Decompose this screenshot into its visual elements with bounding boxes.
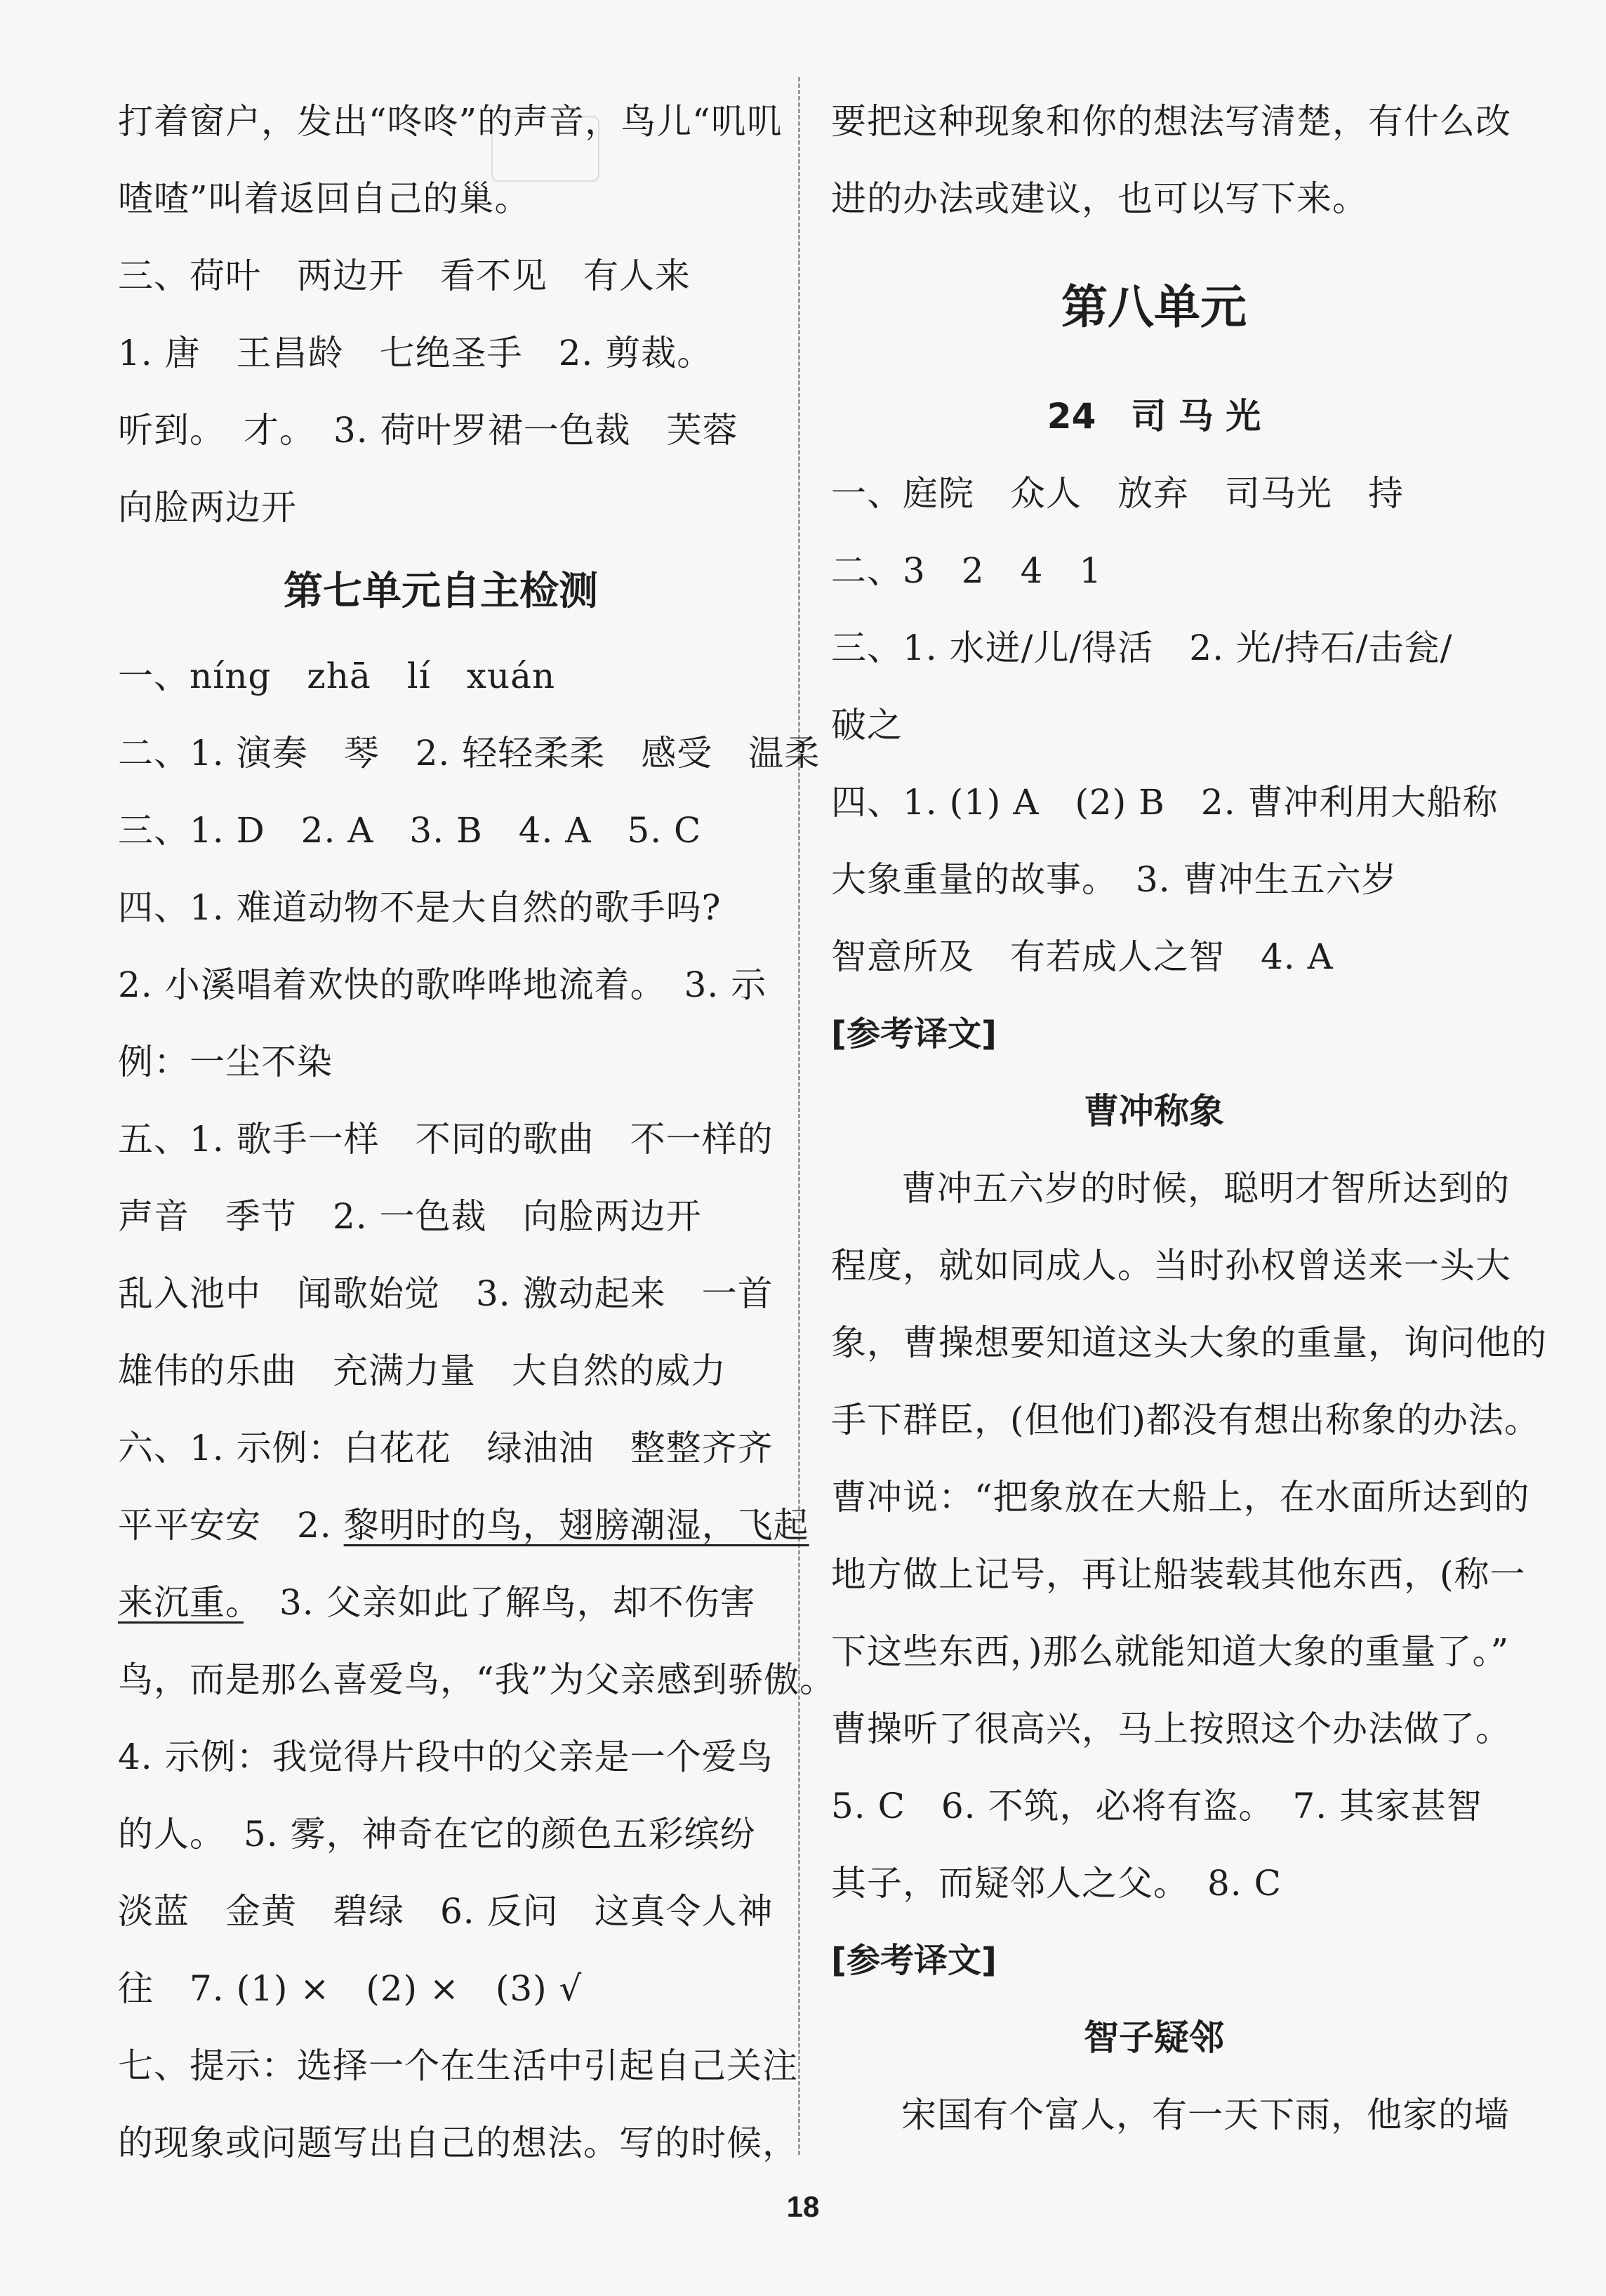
- story-title: 智子疑邻: [1084, 2017, 1224, 2058]
- text-line: 三、荷叶 两边开 看不见 有人来: [118, 256, 691, 296]
- text-line: 破之: [831, 705, 903, 745]
- unit-title: 第八单元: [1061, 280, 1247, 334]
- text-line: [118, 1564, 764, 1641]
- text-line: 2. 小溪唱着欢快的歌哗哗地流着。 3. 示: [118, 964, 767, 1005]
- text-line: 的人。 5. 雾，神奇在它的颜色五彩缤纷: [118, 1814, 756, 1854]
- story-title: 曹冲称象: [1084, 1091, 1224, 1132]
- reference-translation-label: [参考译文]: [831, 1941, 997, 1980]
- underlined-answer: 来沉重。: [118, 1582, 244, 1623]
- story-line: 宋国有个富人，有一天下雨，他家的墙: [901, 2095, 1510, 2135]
- text-line: 二、1. 演奏 琴 2. 轻轻柔柔 感受 温柔: [118, 733, 821, 774]
- right-column: [831, 83, 1547, 2154]
- story-line: 曹冲说：“把象放在大船上，在水面所达到的: [831, 1477, 1530, 1518]
- reference-translation-label: [参考译文]: [831, 1014, 997, 1054]
- left-column: [118, 83, 836, 2182]
- text-line: 听到。 才。 3. 荷叶罗裙一色裁 芙蓉: [118, 410, 738, 451]
- line-rest: 3. 父亲如此了解鸟，却不伤害: [244, 1582, 756, 1623]
- text-line: 雄伟的乐曲 充满力量 大自然的威力: [118, 1351, 726, 1391]
- story-line: 下这些东西，)那么就能知道大象的重量了。”: [831, 1631, 1510, 1672]
- text-line: 淡蓝 金黄 碧绿 6. 反问 这真令人神: [118, 1891, 774, 1932]
- text-line: 四、1. 难道动物不是大自然的歌手吗?: [118, 887, 722, 928]
- page-number: 18: [786, 2190, 820, 2223]
- text-line: 的现象或问题写出自己的想法。写的时候，: [118, 2123, 798, 2163]
- text-line: 喳喳”叫着返回自己的巢。: [118, 178, 531, 219]
- text-line: 大象重量的故事。 3. 曹冲生五六岁: [831, 859, 1398, 900]
- text-line: 一、庭院 众人 放弃 司马光 持: [831, 473, 1404, 514]
- text-line: 智意所及 有若成人之智 4. A: [831, 936, 1334, 977]
- text-line: 五、1. 歌手一样 不同的歌曲 不一样的: [118, 1119, 774, 1160]
- story-line: 曹操听了很高兴，马上按照这个办法做了。: [831, 1708, 1511, 1749]
- text-line: 三、1. D 2. A 3. B 4. A 5. C: [118, 810, 702, 851]
- column-divider: [798, 77, 800, 2155]
- text-line: 声音 季节 2. 一色裁 向脸两边开: [118, 1196, 702, 1237]
- text-line: 三、1. 水迸/儿/得活 2. 光/持石/击瓮/: [831, 628, 1453, 668]
- story-line: 象，曹操想要知道这头大象的重量，询问他的: [831, 1322, 1547, 1363]
- underlined-answer: 黎明时的鸟，翅膀潮湿，飞起: [343, 1505, 809, 1546]
- text-line: 5. C 6. 不筑，必将有盗。 7. 其家甚智: [831, 1786, 1483, 1826]
- text-line: 4. 示例：我觉得片段中的父亲是一个爱鸟: [118, 1737, 774, 1777]
- text-line: 要把这种现象和你的想法写清楚，有什么改: [831, 101, 1511, 142]
- story-line: 曹冲五六岁的时候，聪明才智所达到的: [901, 1168, 1510, 1209]
- text-line: 七、提示：选择一个在生活中引起自己关注: [118, 2045, 798, 2086]
- text-line: 往 7. (1) × (2) × (3) √: [118, 1968, 583, 2009]
- story-line: 程度，就如同成人。当时孙权曾送来一头大: [831, 1245, 1511, 1286]
- text-line: 打着窗户，发出“咚咚”的声音，鸟儿“叽叽: [118, 101, 783, 142]
- section-title: 第七单元自主检测: [284, 569, 598, 614]
- text-line: [118, 1487, 809, 1564]
- text-line: 其子，而疑邻人之父。 8. C: [831, 1863, 1282, 1904]
- text-line: 向脸两边开: [118, 487, 297, 528]
- text-line: 进的办法或建议，也可以写下来。: [831, 178, 1368, 219]
- text-line: 一、níng zhā lí xuán: [118, 656, 556, 696]
- text-line: 乱入池中 闻歌始觉 3. 激动起来 一首: [118, 1273, 774, 1314]
- line-prefix: 平平安安 2.: [118, 1505, 344, 1546]
- story-line: 手下群臣，(但他们)都没有想出称象的办法。: [831, 1400, 1541, 1440]
- text-line: 六、1. 示例：白花花 绿油油 整整齐齐: [118, 1428, 774, 1468]
- lesson-title: 24 司 马 光: [1047, 396, 1261, 437]
- text-line: 1. 唐 王昌龄 七绝圣手 2. 剪裁。: [118, 333, 713, 373]
- story-line: 地方做上记号，再让船装载其他东西，(称一: [831, 1554, 1526, 1595]
- text-line: 二、3 2 4 1: [831, 550, 1103, 591]
- text-line: 鸟，而是那么喜爱鸟，“我”为父亲感到骄傲。: [118, 1659, 836, 1700]
- text-line: 例：一尘不染: [118, 1042, 333, 1082]
- text-line: 四、1. (1) A (2) B 2. 曹冲利用大船称: [831, 782, 1499, 823]
